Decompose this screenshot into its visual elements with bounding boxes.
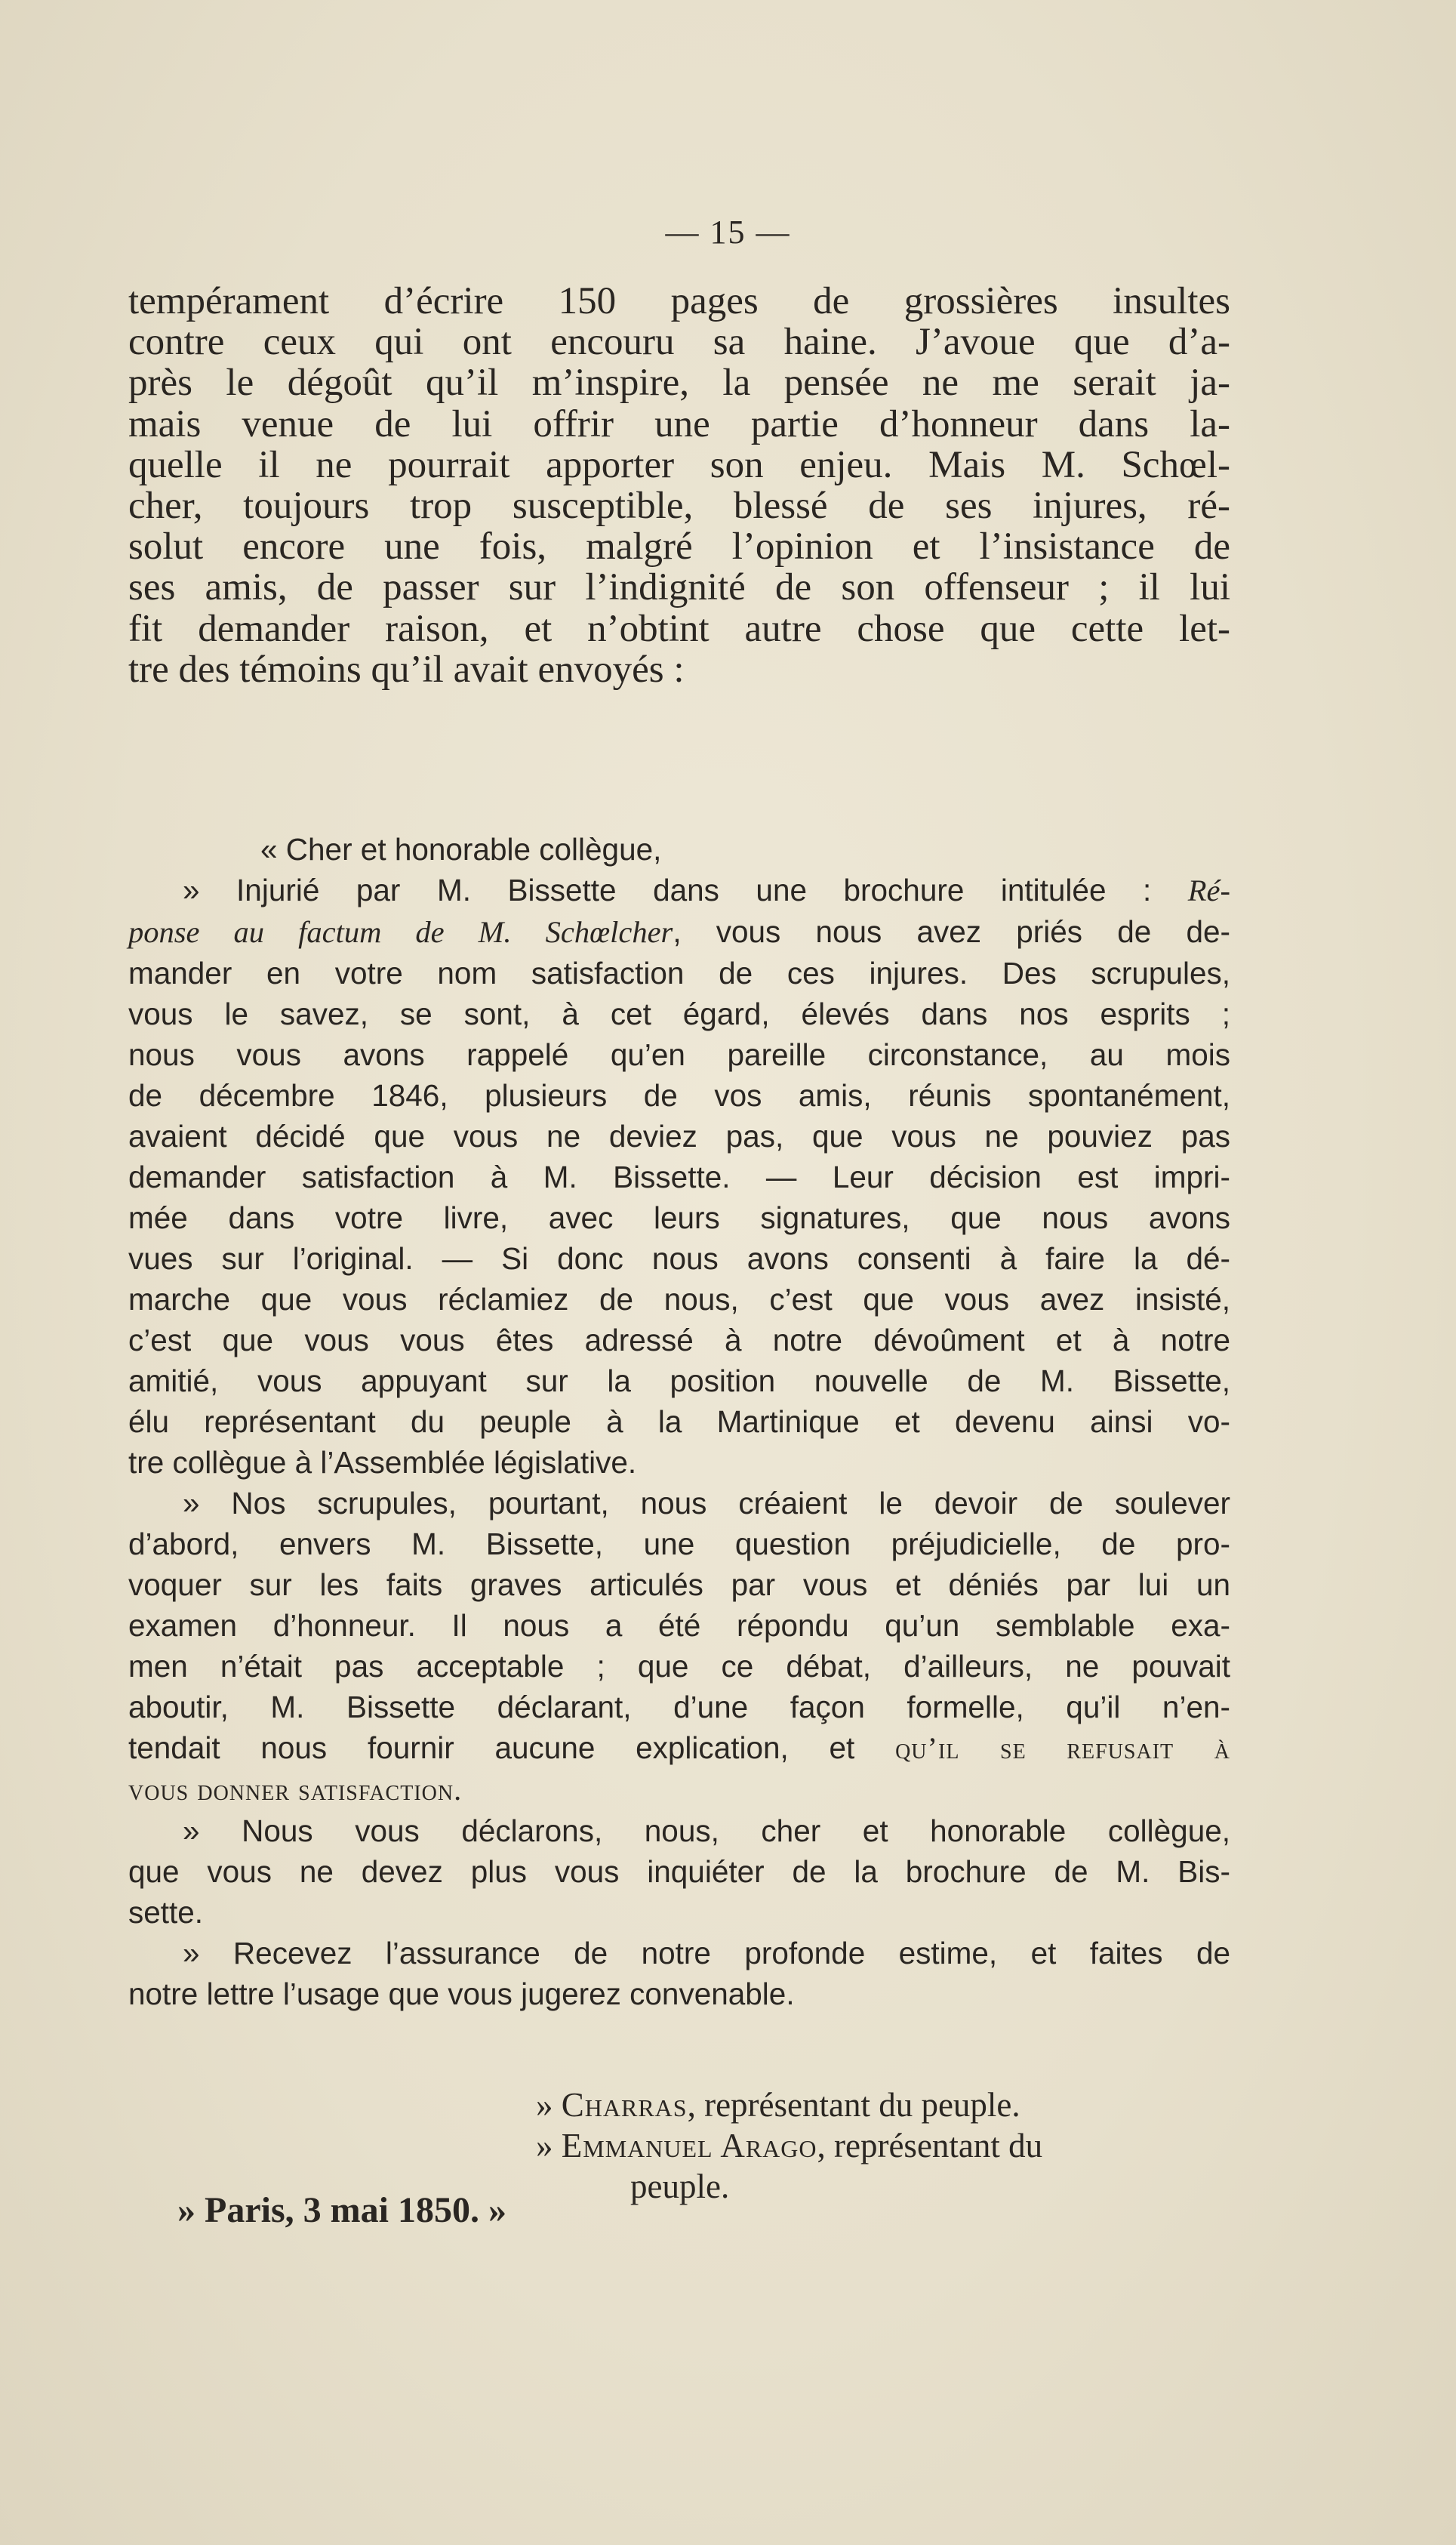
text-line: avaient décidé que vous ne deviez pas, que vous ne pouviez pas: [128, 1119, 1230, 1154]
small-caps-text: vous donner satisfaction.: [128, 1773, 463, 1807]
main-paragraph: [128, 281, 1230, 690]
text-line: cher, toujours trop susceptible, blessé de ses injures, ré-: [128, 485, 1230, 528]
text-line: » Recevez l’assurance de notre profonde estime, et faites de: [183, 1936, 1230, 1970]
page-number: — 15 —: [665, 214, 791, 251]
text-line: marche que vous réclamiez de nous, c’est que vous avez insisté,: [128, 1282, 1230, 1317]
text-line: [128, 870, 1230, 911]
quoted-letter: [128, 829, 1230, 2014]
quote-mark: »: [536, 2086, 562, 2124]
text-line: tempérament d’écrire 150 pages de grossières insultes: [128, 280, 1230, 322]
text-line: ses amis, de passer sur l’indignité de son offenseur ; il lui: [128, 566, 1230, 609]
text-line: » Nos scrupules, pourtant, nous créaient le devoir de soulever: [183, 1486, 1230, 1521]
text-span: tendait nous fournir aucune explication, et: [128, 1730, 896, 1765]
text-line: [128, 911, 1230, 953]
text-line: mée dans votre livre, avec leurs signatures, que nous avons: [128, 1200, 1230, 1235]
text-line: contre ceux qui ont encouru sa haine. J’avoue que d’a-: [128, 321, 1230, 364]
text-line: quelle il ne pourrait apporter son enjeu. Mais M. Schœl-: [128, 443, 1230, 486]
text-line: d’abord, envers M. Bissette, une question préjudicielle, de pro-: [128, 1527, 1230, 1561]
text-line: fit demander raison, et n’obtint autre chose que cette let-: [128, 607, 1230, 650]
text-line: près le dégoût qu’il m’inspire, la pensée ne me serait ja-: [128, 362, 1230, 405]
letter-salutation: « Cher et honorable collègue,: [260, 832, 662, 867]
text-line: [128, 1769, 1230, 1810]
text-line: aboutir, M. Bissette déclarant, d’une façon formelle, qu’il n’en-: [128, 1690, 1230, 1724]
signatory-name: Charras: [561, 2086, 688, 2124]
signatory-title: , représentant du peuple.: [687, 2086, 1020, 2124]
text-line: tre des témoins qu’il avait envoyés :: [128, 648, 685, 691]
signatory-title-continued: peuple.: [630, 2168, 730, 2205]
text-line: examen d’honneur. Il nous a été répondu qu’un semblable exa-: [128, 1608, 1230, 1643]
text-line: demander satisfaction à M. Bissette. — Leur décision est impri-: [128, 1160, 1230, 1194]
title-italic: Ré-: [1187, 873, 1230, 907]
small-caps-text: qu’il se refusait à: [895, 1731, 1231, 1765]
title-italic: ponse au factum de M. Schœlcher: [128, 915, 673, 949]
text-line: voquer sur les faits graves articulés par vous et déniés par lui un: [128, 1567, 1230, 1602]
text-line: tre collègue à l’Assemblée législative.: [128, 1445, 637, 1480]
signature-arago: [536, 2125, 1245, 2166]
text-line: nous vous avons rappelé qu’en pareille circonstance, au mois: [128, 1037, 1230, 1072]
signatory-name: Emmanuel Arago: [561, 2127, 817, 2164]
text-line: amitié, vous appuyant sur la position nouvelle de M. Bissette,: [128, 1363, 1230, 1398]
text-line: de décembre 1846, plusieurs de vos amis, réunis spontanément,: [128, 1078, 1230, 1113]
quote-mark: »: [536, 2127, 562, 2164]
text-line: mander en votre nom satisfaction de ces injures. Des scrupules,: [128, 956, 1230, 991]
text-line: vous le savez, se sont, à cet égard, élevés dans nos esprits ;: [128, 997, 1230, 1031]
text-line: [128, 1727, 1230, 1769]
text-line: vues sur l’original. — Si donc nous avons consenti à faire la dé-: [128, 1241, 1230, 1276]
text-line: mais venue de lui offrir une partie d’honneur dans la-: [128, 402, 1230, 445]
text-line: sette.: [128, 1895, 204, 1930]
signatory-title: , représentant du: [817, 2127, 1043, 2164]
text-line: men n’était pas acceptable ; que ce débat, d’ailleurs, ne pouvait: [128, 1649, 1230, 1684]
signature-charras: [536, 2084, 1245, 2125]
text-line: notre lettre l’usage que vous jugerez convenable.: [128, 1977, 795, 2011]
text-line: que vous ne devez plus vous inquiéter de la brochure de M. Bis-: [128, 1854, 1230, 1889]
text-span: » Injurié par M. Bissette dans une brochure intitulée :: [183, 873, 1188, 907]
text-span: , vous nous avez priés de de-: [673, 914, 1230, 949]
text-line: solut encore une fois, malgré l’opinion et l’insistance de: [128, 525, 1230, 568]
letter-dateline: » Paris, 3 mai 1850. »: [177, 2190, 506, 2230]
text-line: élu représentant du peuple à la Martinique et devenu ainsi vo-: [128, 1404, 1230, 1439]
text-line: » Nous vous déclarons, nous, cher et honorable collègue,: [183, 1813, 1230, 1848]
signature-block: [536, 2084, 1245, 2207]
text-line: c’est que vous vous êtes adressé à notre dévoûment et à notre: [128, 1323, 1230, 1357]
